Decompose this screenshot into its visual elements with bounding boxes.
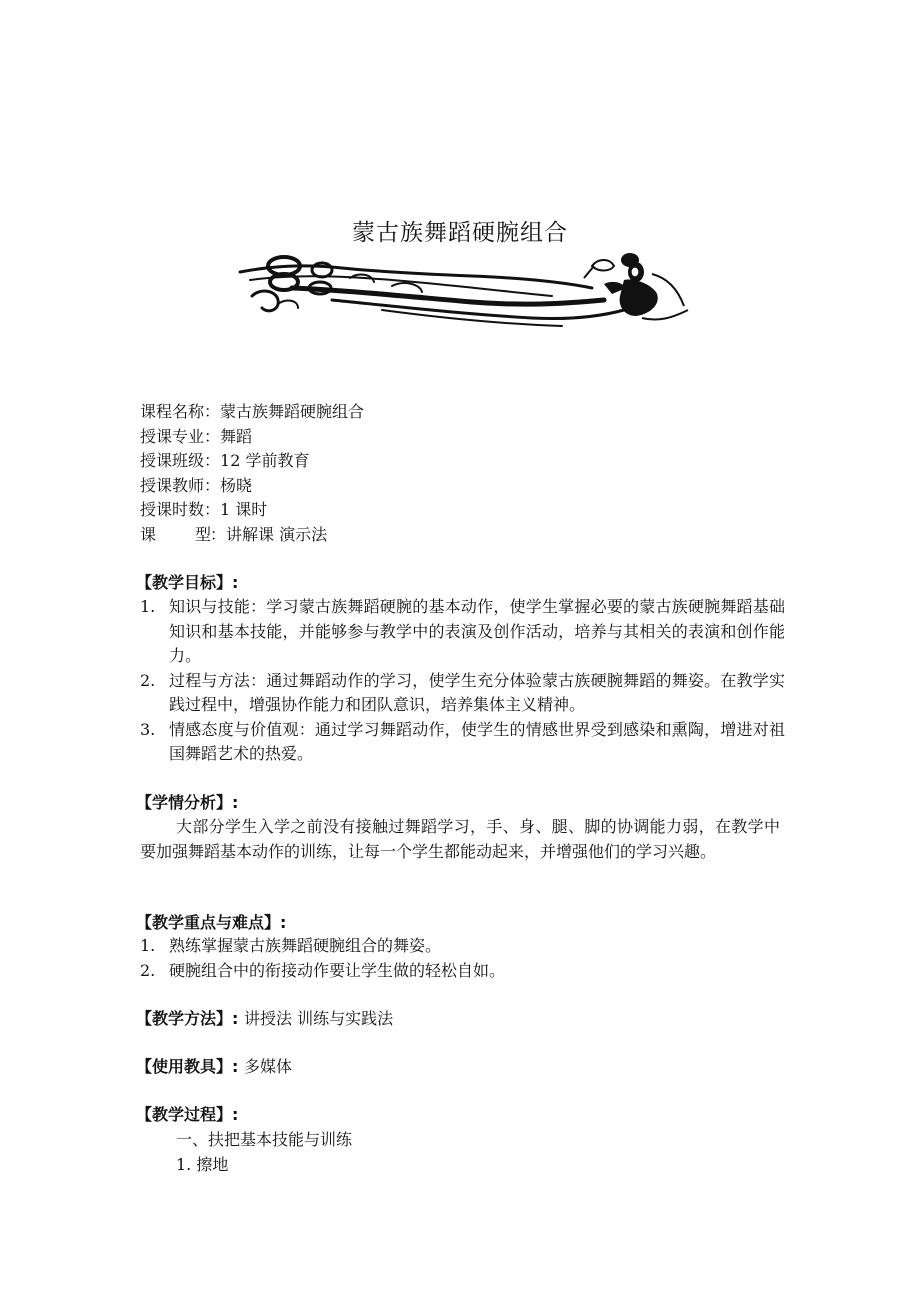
type-label-second: 型: [195, 524, 212, 544]
course-name-label: 课程名称: [140, 402, 205, 421]
teacher-row: 授课教师：杨晓: [140, 474, 364, 499]
hours-label: 授课时数: [140, 500, 205, 519]
methods-text: 讲授法 训练与实践法: [243, 1009, 394, 1028]
major-row: 授课专业：舞蹈: [140, 425, 364, 450]
type-value: 讲解课 演示法: [226, 524, 328, 544]
type-row: 课 型：讲解课 演示法: [140, 523, 364, 548]
list-item: [140, 934, 785, 959]
objectives-list: [140, 595, 785, 767]
major-value: 舞蹈: [220, 426, 253, 446]
key-points-list: [140, 934, 785, 983]
course-info: [140, 400, 364, 547]
list-item-number: 1.: [140, 936, 156, 955]
document-title: 蒙古族舞蹈硬腕组合: [352, 220, 568, 246]
list-item-text: 知识与技能：学习蒙古族舞蹈硬腕的基本动作，使学生掌握必要的蒙古族硬腕舞蹈基础知识和基本技能，并能够参与教学中的表演及创作活动，培养与其相关的表演和创作能力。: [169, 597, 785, 665]
process-heading: 【教学过程】:: [136, 1105, 239, 1124]
flying-apsara-banner-illustration: [232, 244, 692, 328]
class-value: 12 学前教育: [220, 451, 310, 470]
teacher-label: 授课教师: [140, 475, 205, 495]
process-substep-one: 1. 擦地: [176, 1155, 229, 1174]
analysis-heading: 【学情分析】:: [136, 793, 239, 812]
methods-heading: 【教学方法】:: [136, 1009, 239, 1028]
course-name-row: 课程名称：蒙古族舞蹈硬腕组合: [140, 400, 364, 425]
methods-section: [136, 1006, 393, 1029]
tools-heading: 【使用教具】:: [136, 1057, 239, 1076]
list-item: [140, 595, 785, 669]
list-item-text: 熟练掌握蒙古族舞蹈硬腕组合的舞姿。: [169, 936, 442, 955]
class-row: 授课班级：12 学前教育: [140, 449, 364, 474]
list-item-number: 3.: [140, 719, 156, 739]
major-label: 授课专业: [140, 426, 205, 446]
list-item: [140, 669, 785, 718]
teacher-value: 杨晓: [220, 475, 253, 495]
list-item-text: 硬腕组合中的衔接动作要让学生做的轻松自如。: [169, 960, 506, 980]
list-item-number: 2.: [140, 670, 156, 690]
class-label: 授课班级: [140, 451, 205, 470]
analysis-paragraph: 大部分学生入学之前没有接触过舞蹈学习，手、身、腿、脚的协调能力弱，在教学中要加强舞蹈基本动作的训练，让每一个学生都能动起来，并增强他们的学习兴趣。: [140, 817, 780, 861]
hours-value: 1 课时: [220, 500, 268, 519]
list-item-number: 2.: [140, 960, 156, 980]
process-step-one: 一、扶把基本技能与训练: [176, 1130, 353, 1149]
type-label-first: 课: [140, 524, 157, 544]
course-name-value: 蒙古族舞蹈硬腕组合: [220, 402, 365, 421]
objectives-heading: 【教学目标】:: [136, 573, 239, 592]
hours-row: 授课时数：1 课时: [140, 498, 364, 523]
list-item-text: 情感态度与价值观：通过学习舞蹈动作，使学生的情感世界受到感染和熏陶，增进对祖国舞蹈艺术的热爱。: [169, 719, 785, 763]
list-item-number: 1.: [140, 597, 156, 616]
key-points-heading: 【教学重点与难点】:: [136, 913, 287, 932]
tools-text: 多媒体: [243, 1057, 292, 1076]
list-item: [140, 959, 785, 984]
list-item-text: 过程与方法：通过舞蹈动作的学习，使学生充分体验蒙古族硬腕舞蹈的舞姿。在教学实践过程中，增强协作能力和团队意识，培养集体主义精神。: [169, 670, 785, 714]
list-item: [140, 718, 785, 767]
tools-section: [136, 1054, 292, 1077]
